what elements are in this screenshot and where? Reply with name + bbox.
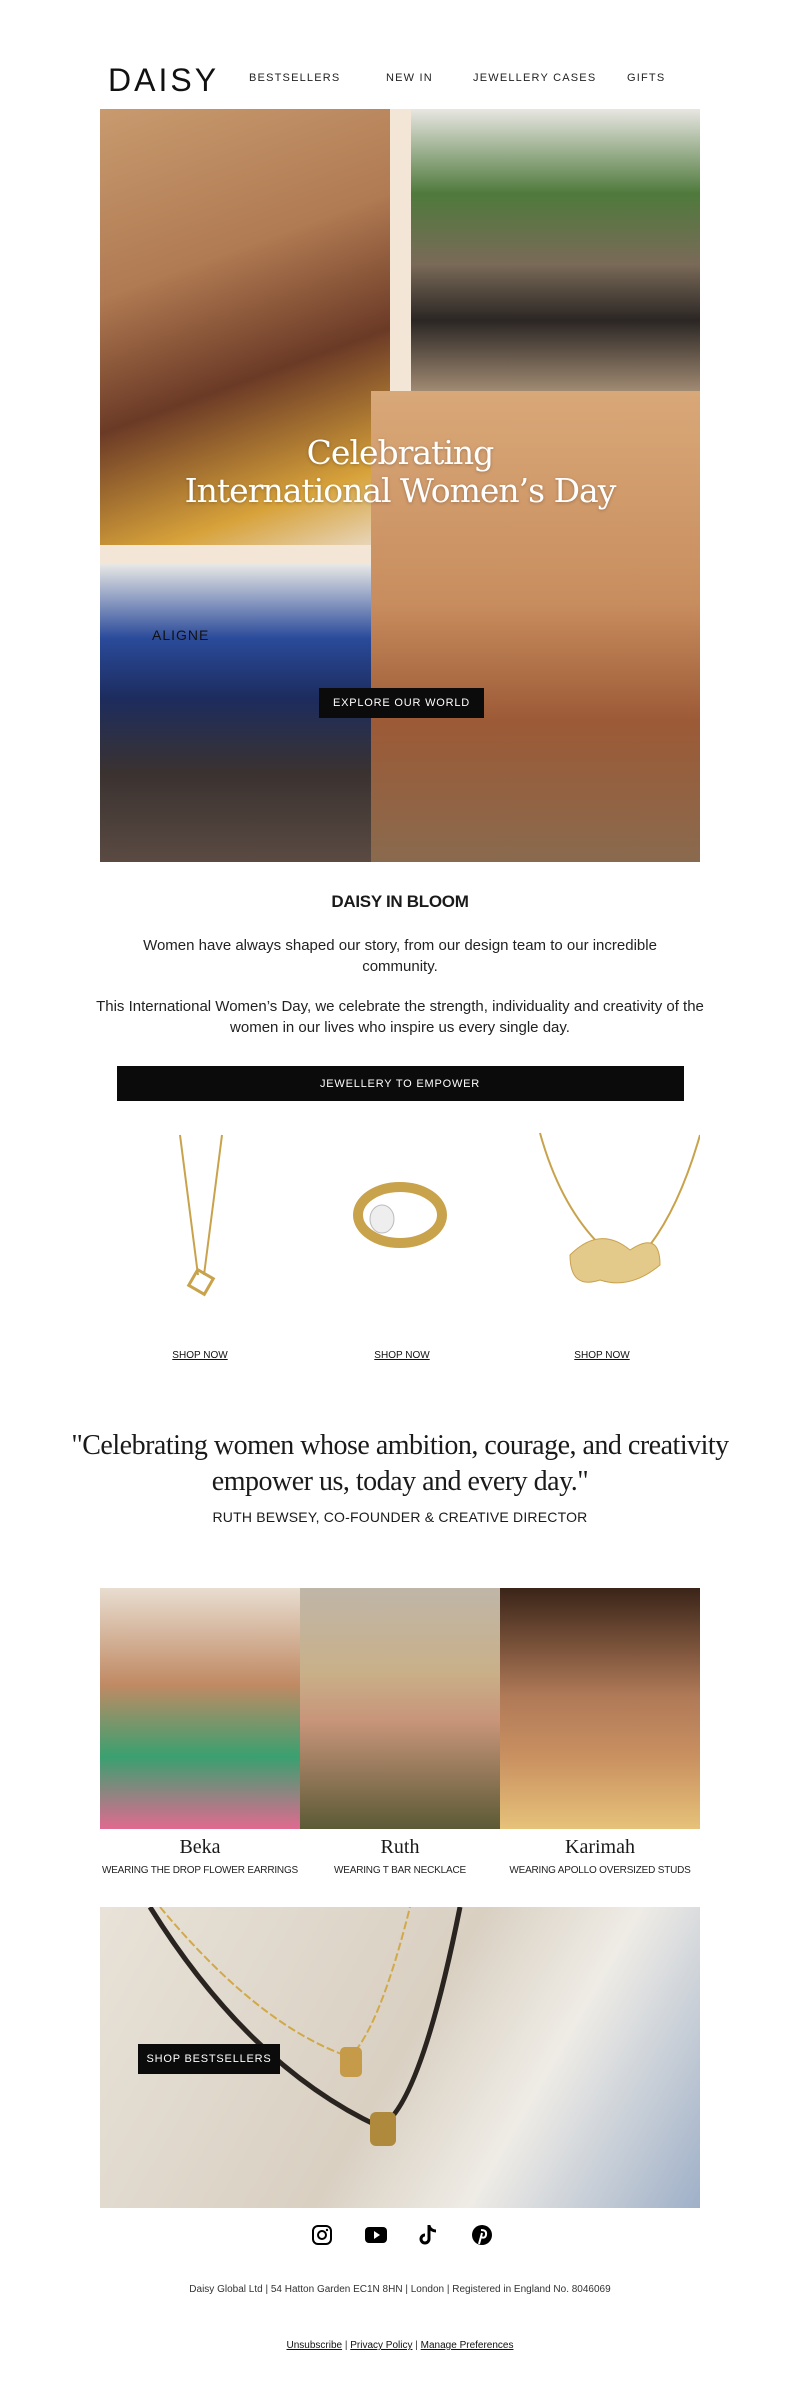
intro-section [80,892,720,1101]
manage-preferences-link[interactable]: Manage Preferences [420,2340,514,2351]
unsubscribe-link[interactable]: Unsubscribe [286,2340,343,2351]
pinterest-icon[interactable] [471,2224,493,2246]
intro-paragraph-2: This International Women’s Day, we celebrate the strength, individuality and creativity of the women in our lives who inspire us every single day. [96,998,704,1036]
footer-address: Daisy Global Ltd | 54 Hatton Garden EC1N 8HN | London | Registered in England No. 8046069 [189,2284,611,2295]
gallery-sign: ALIGNE [152,627,210,643]
separator: | [342,2340,351,2351]
product-name-necklace [540,1133,700,1283]
portrait-karimah [500,1588,700,1829]
intro-paragraph-1: Women have always shaped our story, from our design team to our incredible community. [143,937,657,975]
person-caption-ruth: WEARING T BAR NECKLACE [334,1865,466,1876]
privacy-policy-link[interactable]: Privacy Policy [350,2340,413,2351]
person-caption-beka: WEARING THE DROP FLOWER EARRINGS [101,1865,299,1876]
portrait-beka [100,1588,300,1829]
footer-links [0,2340,800,2351]
person-name-ruth: Ruth [380,1836,420,1858]
product-pendant-necklace [180,1135,222,1294]
instagram-icon[interactable] [312,2225,332,2245]
product-diamond-ring [358,1187,442,1243]
nav-new-in[interactable]: NEW IN [386,72,433,84]
explore-our-world-button[interactable]: EXPLORE OUR WORLD [319,688,484,718]
shop-now-link-2[interactable]: SHOP NOW [374,1350,430,1361]
person-name-karimah: Karimah [565,1836,635,1858]
quote-section [50,1428,750,1526]
photo-group-outdoor [411,109,700,391]
separator: | [412,2340,421,2351]
hero-collage[interactable] [100,109,700,862]
shop-now-link-1[interactable]: SHOP NOW [172,1350,228,1361]
jewellery-to-empower-button[interactable]: JEWELLERY TO EMPOWER [117,1066,684,1101]
product-images[interactable] [100,1115,700,1335]
portrait-ruth [300,1588,500,1829]
shop-now-link-3[interactable]: SHOP NOW [574,1350,630,1361]
section-heading: DAISY IN BLOOM [331,892,469,911]
daisy-logo[interactable]: DAISY [108,62,220,98]
person-name-beka: Beka [179,1836,221,1858]
nav-gifts[interactable]: GIFTS [627,72,666,84]
tiktok-icon[interactable] [419,2224,439,2246]
quote-text: "Celebrating women whose ambition, courage, and creativity empower us, today and every day." [71,1430,729,1497]
nav-jewellery-cases[interactable]: JEWELLERY CASES [473,72,597,84]
quote-attribution: RUTH BEWSEY, CO-FOUNDER & CREATIVE DIRECTOR [212,1509,588,1525]
nav-bestsellers[interactable]: BESTSELLERS [249,72,341,84]
person-caption-karimah: WEARING APOLLO OVERSIZED STUDS [509,1865,691,1876]
hero-title: Celebrating International Women’s Day [184,433,616,510]
bestsellers-image[interactable] [100,1907,700,2208]
shop-bestsellers-button[interactable]: SHOP BESTSELLERS [138,2044,280,2074]
youtube-icon[interactable] [365,2227,387,2243]
